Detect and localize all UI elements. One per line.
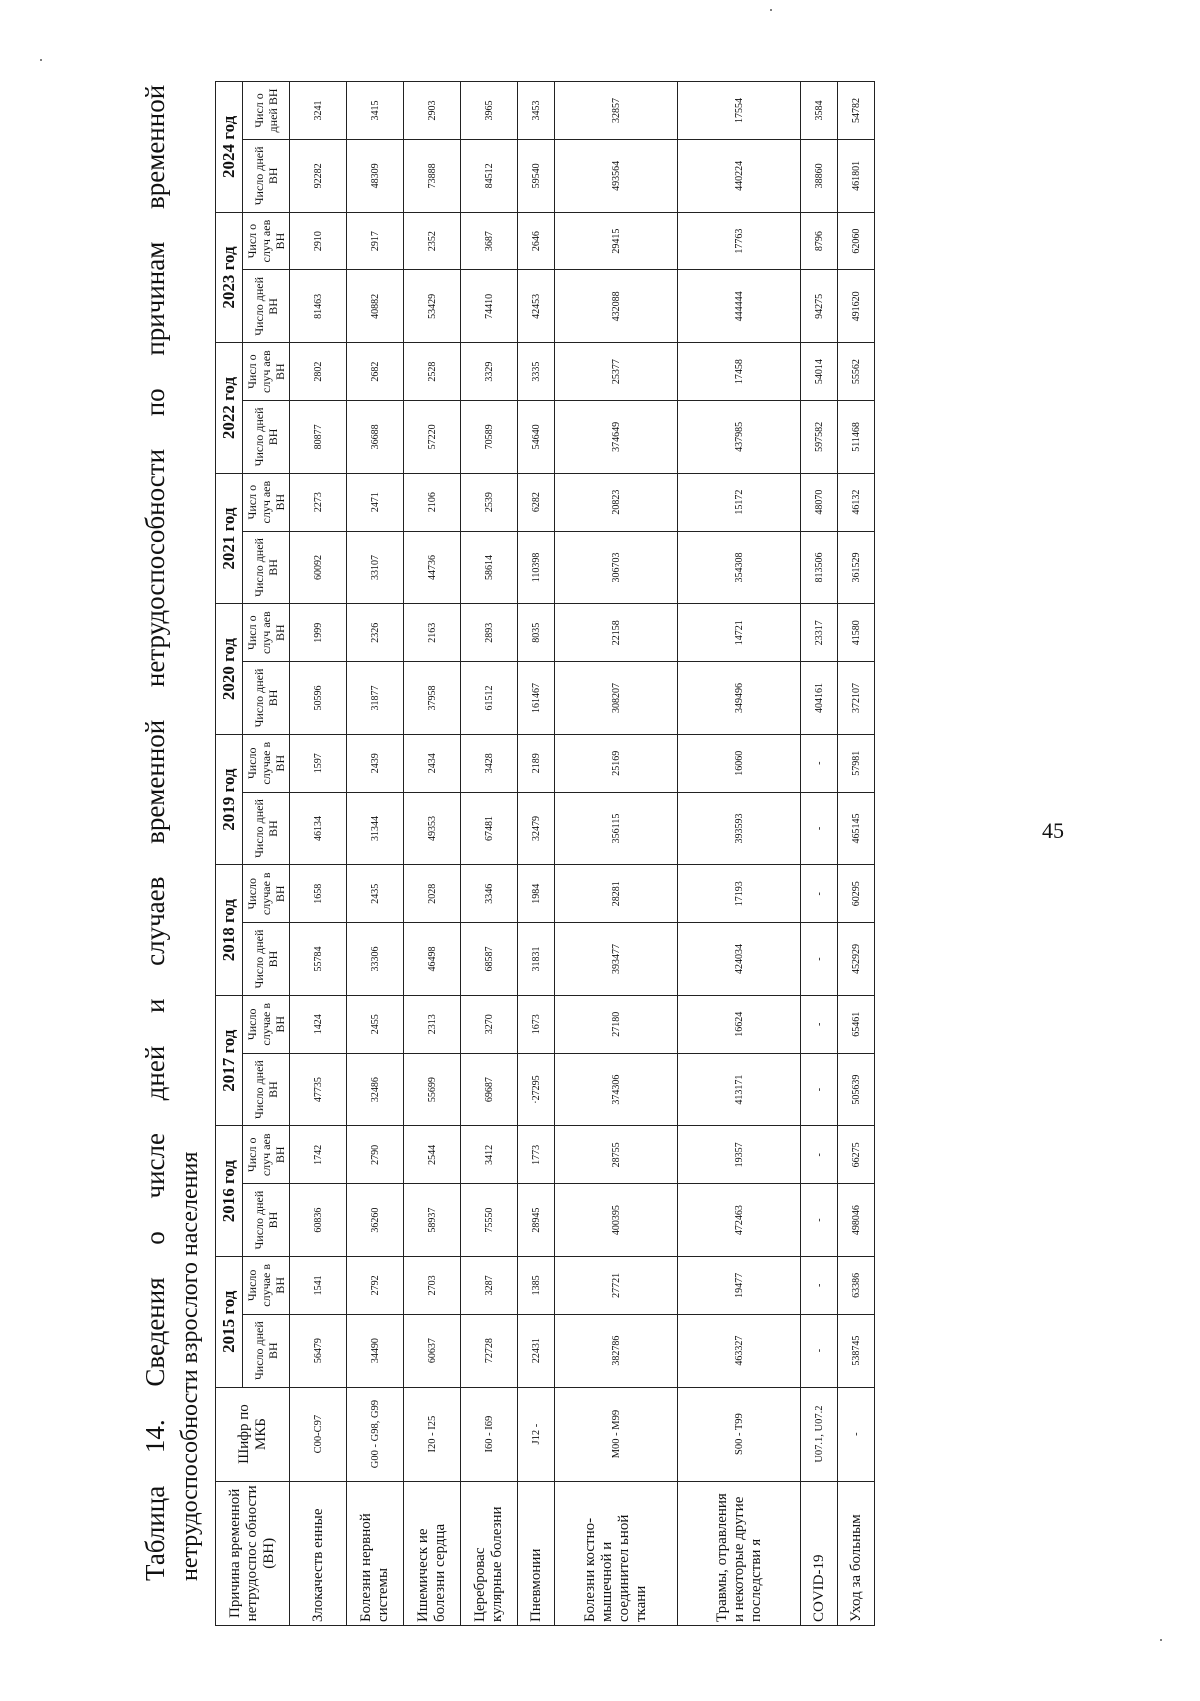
cell-cases: 22158 <box>555 604 678 662</box>
cell-days: 40882 <box>347 270 404 343</box>
cell-days: 28945 <box>518 1184 555 1257</box>
cell-cause: Цереброваc кулярные болезни <box>461 1481 518 1625</box>
header-year: 2015 год <box>216 1256 243 1387</box>
cell-cases: 1673 <box>518 995 555 1053</box>
cell-cases: 1385 <box>518 1256 555 1314</box>
cell-days: 57220 <box>404 401 461 474</box>
table-row <box>801 82 838 1626</box>
header-year: 2022 год <box>216 343 243 474</box>
page-number: 45 <box>1042 818 1064 843</box>
cell-days: 48309 <box>347 139 404 212</box>
header-days-count: Число дней ВН <box>243 1314 290 1387</box>
cell-cases: 2435 <box>347 865 404 923</box>
cell-cases: 17763 <box>678 212 801 270</box>
cell-cases: 3241 <box>290 82 347 140</box>
header-days-count: Число дней ВН <box>243 401 290 474</box>
cell-cases: 29415 <box>555 212 678 270</box>
cell-days: 349496 <box>678 662 801 735</box>
table-row <box>347 82 404 1626</box>
cell-icd-code: J12 - <box>518 1387 555 1481</box>
cell-cases: 1541 <box>290 1256 347 1314</box>
cell-cases: 2802 <box>290 343 347 401</box>
scan-speck <box>770 9 772 11</box>
cell-cases: 17193 <box>678 865 801 923</box>
cell-days: 354308 <box>678 531 801 604</box>
cell-days: 393477 <box>555 923 678 996</box>
cell-cases: - <box>801 865 838 923</box>
header-year: 2018 год <box>216 865 243 996</box>
cell-days: 53429 <box>404 270 461 343</box>
header-cases-count: Число случае в ВН <box>243 995 290 1053</box>
cell-cases: 3965 <box>461 82 518 140</box>
table-row <box>555 82 678 1626</box>
cell-cases: 17554 <box>678 82 801 140</box>
cell-cases: 14721 <box>678 604 801 662</box>
cell-days: 33107 <box>347 531 404 604</box>
caption-word: временной <box>140 719 170 844</box>
header-year: 2017 год <box>216 995 243 1126</box>
cell-days: 36260 <box>347 1184 404 1257</box>
cell-days: 56479 <box>290 1314 347 1387</box>
cell-cases: 3346 <box>461 865 518 923</box>
caption-word: временной <box>140 84 170 209</box>
cell-days: 511468 <box>838 401 875 474</box>
cell-days: 505639 <box>838 1053 875 1126</box>
cell-cases: 54782 <box>838 82 875 140</box>
cell-days: 465145 <box>838 792 875 865</box>
disability-statistics-table <box>215 81 875 1626</box>
cell-cause: Уход за больным <box>838 1481 875 1625</box>
cell-cause: COVID-19 <box>801 1481 838 1625</box>
cell-cases: 2106 <box>404 473 461 531</box>
cell-days: 42453 <box>518 270 555 343</box>
cell-days: 81463 <box>290 270 347 343</box>
cell-days: 58937 <box>404 1184 461 1257</box>
caption-word: Сведения <box>140 1277 170 1387</box>
cell-days: - <box>801 1053 838 1126</box>
cell-cases: 3453 <box>518 82 555 140</box>
cell-days: - <box>801 792 838 865</box>
cell-days: 361529 <box>838 531 875 604</box>
cell-cases: 2455 <box>347 995 404 1053</box>
cell-cases: 6282 <box>518 473 555 531</box>
cell-cases: 3412 <box>461 1126 518 1184</box>
caption-line-1 <box>135 81 175 1581</box>
cell-cases: 27180 <box>555 995 678 1053</box>
cell-cases: 1984 <box>518 865 555 923</box>
cell-days: 437985 <box>678 401 801 474</box>
cell-days: 382786 <box>555 1314 678 1387</box>
cell-cases: 2163 <box>404 604 461 662</box>
cell-cases: 15172 <box>678 473 801 531</box>
cell-icd-code: I20 - I25 <box>404 1387 461 1481</box>
cell-days: 61512 <box>461 662 518 735</box>
cell-days: 44736 <box>404 531 461 604</box>
cell-cases: 3335 <box>518 343 555 401</box>
caption-word: нетрудоспособности <box>140 448 170 688</box>
header-cause: Причина временной нетрудоспос обности (ВН) <box>216 1481 290 1625</box>
cell-days: 356115 <box>555 792 678 865</box>
cell-cases: 60295 <box>838 865 875 923</box>
caption-word: Таблица <box>140 1485 170 1581</box>
header-days-count: Число дней ВН <box>243 792 290 865</box>
caption-line-2: нетрудоспособности взрослого населения <box>177 1151 203 1581</box>
header-cases-count: Числ о дней ВН <box>243 82 290 140</box>
cell-days: 31877 <box>347 662 404 735</box>
header-year: 2021 год <box>216 473 243 604</box>
cell-days: 440224 <box>678 139 801 212</box>
header-year: 2020 год <box>216 604 243 735</box>
cell-days: 33306 <box>347 923 404 996</box>
cell-cases: 25169 <box>555 734 678 792</box>
header-cases-count: Число случае в ВН <box>243 734 290 792</box>
cell-cases: 2703 <box>404 1256 461 1314</box>
cell-days: 46498 <box>404 923 461 996</box>
caption-word: причинам <box>140 241 170 356</box>
cell-days: 31831 <box>518 923 555 996</box>
cell-cases: 8035 <box>518 604 555 662</box>
cell-cases: 1999 <box>290 604 347 662</box>
scan-speck <box>40 59 42 61</box>
cell-cause: Злокачеств енные <box>290 1481 347 1625</box>
cell-days: 84512 <box>461 139 518 212</box>
cell-days: 32479 <box>518 792 555 865</box>
cell-cases: 1773 <box>518 1126 555 1184</box>
cell-cases: 54014 <box>801 343 838 401</box>
cell-cases: 2682 <box>347 343 404 401</box>
scan-speck <box>1160 1639 1162 1641</box>
header-row-years <box>216 82 243 1626</box>
cell-days: 68587 <box>461 923 518 996</box>
cell-cases: 28281 <box>555 865 678 923</box>
cell-days: - <box>801 923 838 996</box>
cell-days: 58614 <box>461 531 518 604</box>
cell-cases: 46132 <box>838 473 875 531</box>
cell-days: 37958 <box>404 662 461 735</box>
cell-days: 74410 <box>461 270 518 343</box>
caption-word: по <box>140 388 170 417</box>
cell-days: 55784 <box>290 923 347 996</box>
cell-days: 36688 <box>347 401 404 474</box>
cell-cases: 32857 <box>555 82 678 140</box>
table-row <box>461 82 518 1626</box>
cell-cause: Болезни костно- мышечной и соединител ьной ткани <box>555 1481 678 1625</box>
cell-days: 73888 <box>404 139 461 212</box>
header-year: 2024 год <box>216 82 243 213</box>
cell-cases: 2910 <box>290 212 347 270</box>
cell-cases: 57981 <box>838 734 875 792</box>
cell-days: 491620 <box>838 270 875 343</box>
cell-cases: 27721 <box>555 1256 678 1314</box>
cell-days: 472463 <box>678 1184 801 1257</box>
cell-days: 38860 <box>801 139 838 212</box>
caption-word: о <box>140 1231 170 1245</box>
cell-days: 72728 <box>461 1314 518 1387</box>
cell-days: 110398 <box>518 531 555 604</box>
cell-days: 372107 <box>838 662 875 735</box>
cell-cause: Травмы, отравления и некоторые другие последстви я <box>678 1481 801 1625</box>
header-days-count: Число дней ВН <box>243 531 290 604</box>
caption-word: дней <box>140 1045 170 1101</box>
cell-days: 400395 <box>555 1184 678 1257</box>
cell-cases: 16624 <box>678 995 801 1053</box>
cell-cases: 41580 <box>838 604 875 662</box>
cell-cases: 3687 <box>461 212 518 270</box>
header-days-count: Число дней ВН <box>243 662 290 735</box>
header-icd-code: Шифр по МКБ <box>216 1387 290 1481</box>
cell-cases: 23317 <box>801 604 838 662</box>
table-row <box>290 82 347 1626</box>
cell-days: 404161 <box>801 662 838 735</box>
caption-word: и <box>140 998 170 1014</box>
cell-days: 452929 <box>838 923 875 996</box>
header-year: 2016 год <box>216 1126 243 1257</box>
cell-days: 92282 <box>290 139 347 212</box>
cell-cases: 2903 <box>404 82 461 140</box>
cell-days: 80877 <box>290 401 347 474</box>
cell-cases: 1424 <box>290 995 347 1053</box>
cell-cases: 2352 <box>404 212 461 270</box>
cell-days: 161467 <box>518 662 555 735</box>
cell-cases: - <box>801 1126 838 1184</box>
cell-cause: Болезни нервной системы <box>347 1481 404 1625</box>
header-cases-count: Число случае в ВН <box>243 865 290 923</box>
header-cases-count: Числ о случ аев ВН <box>243 343 290 401</box>
cell-days: 493564 <box>555 139 678 212</box>
table-caption <box>135 81 205 1581</box>
header-days-count: Число дней ВН <box>243 1184 290 1257</box>
cell-days: 60836 <box>290 1184 347 1257</box>
cell-cases: 3584 <box>801 82 838 140</box>
cell-cases: 62060 <box>838 212 875 270</box>
cell-cases: 2189 <box>518 734 555 792</box>
cell-days: - <box>801 1184 838 1257</box>
cell-cases: 2893 <box>461 604 518 662</box>
caption-word: случаев <box>140 876 170 966</box>
cell-days: 597582 <box>801 401 838 474</box>
cell-cases: 2790 <box>347 1126 404 1184</box>
cell-days: 461801 <box>838 139 875 212</box>
cell-days: 538745 <box>838 1314 875 1387</box>
table-row <box>404 82 461 1626</box>
cell-cases: 16060 <box>678 734 801 792</box>
cell-cases: 2471 <box>347 473 404 531</box>
cell-cases: 2028 <box>404 865 461 923</box>
cell-days: 463327 <box>678 1314 801 1387</box>
cell-days: 94275 <box>801 270 838 343</box>
cell-cases: 48070 <box>801 473 838 531</box>
cell-days: 22431 <box>518 1314 555 1387</box>
cell-days: 444444 <box>678 270 801 343</box>
header-cases-count: Числ о случ аев ВН <box>243 1126 290 1184</box>
cell-cases: 20823 <box>555 473 678 531</box>
cell-cases: 28755 <box>555 1126 678 1184</box>
cell-days: 374306 <box>555 1053 678 1126</box>
table-row <box>678 82 801 1626</box>
cell-icd-code: C00-C97 <box>290 1387 347 1481</box>
cell-icd-code: I60 - I69 <box>461 1387 518 1481</box>
cell-cases: 66275 <box>838 1126 875 1184</box>
header-year: 2019 год <box>216 734 243 865</box>
cell-days: 432088 <box>555 270 678 343</box>
cell-icd-code: M00 - M99 <box>555 1387 678 1481</box>
cell-days: 306703 <box>555 531 678 604</box>
cell-days: 374649 <box>555 401 678 474</box>
cell-days: 47735 <box>290 1053 347 1126</box>
cell-cases: 1658 <box>290 865 347 923</box>
cell-cases: 2917 <box>347 212 404 270</box>
cell-days: 393593 <box>678 792 801 865</box>
header-year: 2023 год <box>216 212 243 343</box>
cell-days: 60092 <box>290 531 347 604</box>
cell-cases: 2326 <box>347 604 404 662</box>
cell-days: 308207 <box>555 662 678 735</box>
cell-cases: 3287 <box>461 1256 518 1314</box>
cell-days: 55699 <box>404 1053 461 1126</box>
header-days-count: Число дней ВН <box>243 1053 290 1126</box>
header-cases-count: Число случае в ВН <box>243 1256 290 1314</box>
header-cases-count: Числ о случ аев ВН <box>243 473 290 531</box>
cell-cases: 63386 <box>838 1256 875 1314</box>
cell-icd-code: G00 - G98, G99 <box>347 1387 404 1481</box>
cell-cases: 3270 <box>461 995 518 1053</box>
cell-days: 70589 <box>461 401 518 474</box>
cell-cases: 55562 <box>838 343 875 401</box>
cell-cases: 17458 <box>678 343 801 401</box>
cell-icd-code: - <box>838 1387 875 1481</box>
cell-days: 49353 <box>404 792 461 865</box>
cell-icd-code: U07.1, U07.2 <box>801 1387 838 1481</box>
cell-days: 31344 <box>347 792 404 865</box>
cell-cases: 8796 <box>801 212 838 270</box>
cell-cases: 2439 <box>347 734 404 792</box>
cell-cases: 3415 <box>347 82 404 140</box>
header-days-count: Число дней ВН <box>243 270 290 343</box>
cell-days: 67481 <box>461 792 518 865</box>
cell-cases: 2313 <box>404 995 461 1053</box>
cell-cases: - <box>801 734 838 792</box>
cell-cause: Ишемическ ие болезни сердца <box>404 1481 461 1625</box>
cell-cause: Пневмонии <box>518 1481 555 1625</box>
cell-days: 69687 <box>461 1053 518 1126</box>
header-cases-count: Числ о случ аев ВН <box>243 212 290 270</box>
cell-cases: 1597 <box>290 734 347 792</box>
cell-days: 34490 <box>347 1314 404 1387</box>
cell-days: 413171 <box>678 1053 801 1126</box>
cell-days: - <box>801 1314 838 1387</box>
cell-days: 32486 <box>347 1053 404 1126</box>
header-days-count: Число дней ВН <box>243 923 290 996</box>
cell-cases: 2528 <box>404 343 461 401</box>
cell-cases: 1742 <box>290 1126 347 1184</box>
cell-cases: - <box>801 995 838 1053</box>
cell-cases: 2792 <box>347 1256 404 1314</box>
cell-cases: 2544 <box>404 1126 461 1184</box>
cell-days: 498046 <box>838 1184 875 1257</box>
cell-cases: 19477 <box>678 1256 801 1314</box>
cell-days: ·27295 <box>518 1053 555 1126</box>
cell-days: 59540 <box>518 139 555 212</box>
cell-days: 50596 <box>290 662 347 735</box>
cell-cases: 3329 <box>461 343 518 401</box>
caption-word: числе <box>140 1133 170 1199</box>
header-days-count: Число дней ВН <box>243 139 290 212</box>
table-row <box>518 82 555 1626</box>
cell-icd-code: S00 - T99 <box>678 1387 801 1481</box>
cell-days: 54640 <box>518 401 555 474</box>
cell-cases: 19357 <box>678 1126 801 1184</box>
caption-word: 14. <box>140 1419 170 1454</box>
cell-days: 424034 <box>678 923 801 996</box>
cell-days: 75550 <box>461 1184 518 1257</box>
cell-cases: 25377 <box>555 343 678 401</box>
table-row <box>838 82 875 1626</box>
cell-cases: 2273 <box>290 473 347 531</box>
cell-cases: 2434 <box>404 734 461 792</box>
cell-cases: 65461 <box>838 995 875 1053</box>
cell-cases: - <box>801 1256 838 1314</box>
cell-cases: 2539 <box>461 473 518 531</box>
header-cases-count: Числ о случ аев ВН <box>243 604 290 662</box>
cell-cases: 3428 <box>461 734 518 792</box>
cell-cases: 2646 <box>518 212 555 270</box>
cell-days: 813506 <box>801 531 838 604</box>
cell-days: 60637 <box>404 1314 461 1387</box>
cell-days: 46134 <box>290 792 347 865</box>
